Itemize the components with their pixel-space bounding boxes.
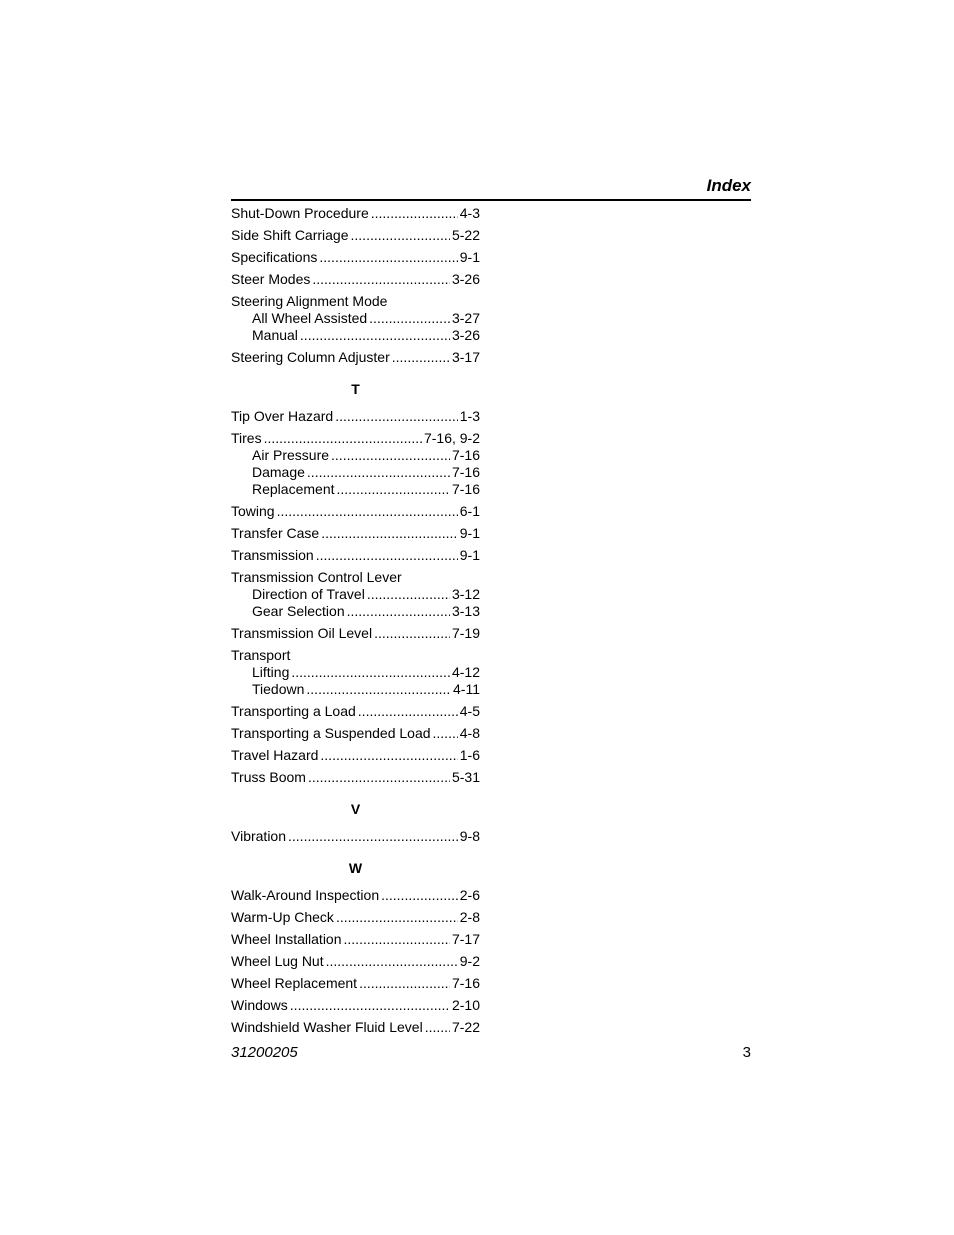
- index-page-ref: 9-1: [459, 525, 480, 541]
- dot-leader: [425, 1019, 450, 1036]
- index-subentry: [231, 664, 480, 681]
- index-entry-line: [231, 569, 480, 586]
- index-page-ref: 3-13: [451, 603, 480, 619]
- header-rule: [231, 199, 751, 201]
- index-page-ref: 3-27: [451, 310, 480, 326]
- index-entry-line: [231, 205, 480, 222]
- index-entry-line: [231, 525, 480, 542]
- index-page-ref: 4-5: [459, 703, 480, 719]
- index-term: Travel Hazard: [231, 747, 319, 763]
- index-term: Steering Alignment Mode: [231, 293, 388, 309]
- dot-leader: [277, 503, 458, 520]
- index-term: Vibration: [231, 828, 287, 844]
- index-page-ref: 4-11: [453, 681, 480, 697]
- index-page-ref: 4-12: [451, 664, 480, 680]
- index-entry-line: [231, 1019, 480, 1036]
- index-term: Wheel Replacement: [231, 975, 358, 991]
- dot-leader: [335, 408, 458, 425]
- index-subentry: [231, 681, 480, 698]
- index-term: Walk-Around Inspection: [231, 887, 380, 903]
- index-entry-line: [231, 997, 480, 1014]
- index-term: Tiedown: [252, 681, 305, 697]
- index-term: All Wheel Assisted: [252, 310, 368, 326]
- index-page-ref: 6-1: [459, 503, 480, 519]
- dot-leader: [264, 430, 422, 447]
- dot-leader: [321, 525, 458, 542]
- index-entry-line: [231, 931, 480, 948]
- index-term: Side Shift Carriage: [231, 227, 349, 243]
- dot-leader: [290, 997, 450, 1014]
- index-page-ref: 3-26: [451, 327, 480, 343]
- index-page-ref: 7-16: [451, 481, 480, 497]
- index-page-ref: 1-6: [459, 747, 480, 763]
- index-entry-line: [231, 975, 480, 992]
- dot-leader: [347, 603, 450, 620]
- index-entry: [231, 271, 480, 288]
- dot-leader: [351, 227, 450, 244]
- index-entry: [231, 408, 480, 425]
- index-term: Transmission: [231, 547, 314, 563]
- index-subentry: [231, 464, 480, 481]
- index-list: [231, 205, 480, 1036]
- index-term: Transfer Case: [231, 525, 320, 541]
- dot-leader: [308, 769, 450, 786]
- dot-leader: [291, 664, 450, 681]
- index-page-ref: 3-17: [451, 349, 480, 365]
- index-entry-line: [231, 953, 480, 970]
- index-term: Lifting: [252, 664, 290, 680]
- index-term: Shut-Down Procedure: [231, 205, 369, 221]
- page-number: 3: [742, 1044, 751, 1061]
- index-entry-line: [231, 408, 480, 425]
- index-term: Tip Over Hazard: [231, 408, 334, 424]
- index-page-ref: 7-16, 9-2: [423, 430, 480, 446]
- index-entry-line: [231, 769, 480, 786]
- dot-leader: [371, 205, 458, 222]
- index-page-ref: 7-16: [451, 464, 480, 480]
- index-entry-line: [231, 249, 480, 266]
- index-entry: [231, 569, 480, 620]
- index-entry-line: [231, 227, 480, 244]
- index-term: Wheel Lug Nut: [231, 953, 324, 969]
- index-page-ref: 1-3: [459, 408, 480, 424]
- index-entry-line: [231, 828, 480, 845]
- section-letter: V: [350, 801, 361, 817]
- index-page-ref: 5-22: [451, 227, 480, 243]
- index-entry: [231, 1019, 480, 1036]
- document-number: 31200205: [231, 1044, 298, 1061]
- index-entry: [231, 293, 480, 344]
- dot-leader: [392, 349, 450, 366]
- index-entry-line: [231, 293, 480, 310]
- index-page-ref: 3-26: [451, 271, 480, 287]
- index-entry-line: [231, 747, 480, 764]
- index-entry-line: [231, 703, 480, 720]
- dot-leader: [312, 271, 450, 288]
- dot-leader: [319, 249, 457, 266]
- index-term: Wheel Installation: [231, 931, 342, 947]
- dot-leader: [358, 703, 458, 720]
- index-term: Windshield Washer Fluid Level: [231, 1019, 423, 1035]
- index-term: Direction of Travel: [252, 586, 365, 602]
- index-entry: [231, 769, 480, 786]
- dot-leader: [367, 586, 450, 603]
- index-term: Warm-Up Check: [231, 909, 334, 925]
- dot-leader: [320, 747, 457, 764]
- index-entry-line: [231, 503, 480, 520]
- page-title: Index: [706, 176, 751, 195]
- index-entry-line: [231, 625, 480, 642]
- dot-leader: [326, 953, 458, 970]
- index-subentry: [231, 310, 480, 327]
- dot-leader: [374, 625, 450, 642]
- index-entry: [231, 205, 480, 222]
- index-term: Gear Selection: [252, 603, 345, 619]
- index-page-ref: 9-1: [459, 249, 480, 265]
- index-term: Transporting a Suspended Load: [231, 725, 431, 741]
- index-entry-line: [231, 547, 480, 564]
- index-term: Transport: [231, 647, 291, 663]
- index-entry: [231, 525, 480, 542]
- index-entry-line: [231, 725, 480, 742]
- index-term: Replacement: [252, 481, 335, 497]
- index-term: Transmission Oil Level: [231, 625, 373, 641]
- dot-leader: [337, 481, 450, 498]
- index-entry: [231, 349, 480, 366]
- index-page-ref: 7-22: [451, 1019, 480, 1035]
- index-term: Steering Column Adjuster: [231, 349, 390, 365]
- index-entry: [231, 625, 480, 642]
- index-page-ref: 9-2: [459, 953, 480, 969]
- index-page-ref: 4-8: [459, 725, 480, 741]
- index-term: Towing: [231, 503, 275, 519]
- index-entry: [231, 703, 480, 720]
- index-entry: [231, 725, 480, 742]
- index-entry: [231, 547, 480, 564]
- index-term: Tires: [231, 430, 262, 446]
- index-entry: [231, 931, 480, 948]
- index-entry-line: [231, 349, 480, 366]
- index-entry-line: [231, 647, 480, 664]
- dot-leader: [344, 931, 450, 948]
- index-entry: [231, 227, 480, 244]
- index-term: Damage: [252, 464, 305, 480]
- section-letter: T: [351, 381, 360, 397]
- index-entry: [231, 249, 480, 266]
- index-page-ref: 7-17: [451, 931, 480, 947]
- index-entry: [231, 887, 480, 904]
- index-page-ref: 3-12: [451, 586, 480, 602]
- index-page-ref: 2-6: [459, 887, 480, 903]
- index-entry: [231, 503, 480, 520]
- dot-leader: [306, 681, 451, 698]
- index-entry: [231, 953, 480, 970]
- dot-leader: [288, 828, 458, 845]
- index-term: Transmission Control Lever: [231, 569, 402, 585]
- index-entry: [231, 430, 480, 498]
- index-entry: [231, 828, 480, 845]
- dot-leader: [359, 975, 450, 992]
- index-term: Windows: [231, 997, 288, 1013]
- index-term: Transporting a Load: [231, 703, 356, 719]
- dot-leader: [316, 547, 458, 564]
- index-page-ref: 2-8: [459, 909, 480, 925]
- index-subentry: [231, 603, 480, 620]
- index-term: Truss Boom: [231, 769, 306, 785]
- index-entry: [231, 997, 480, 1014]
- dot-leader: [331, 447, 450, 464]
- index-entry: [231, 975, 480, 992]
- index-entry: [231, 909, 480, 926]
- index-page-ref: 7-19: [451, 625, 480, 641]
- index-page-ref: 2-10: [451, 997, 480, 1013]
- index-entry: [231, 647, 480, 698]
- index-subentry: [231, 481, 480, 498]
- index-page-ref: 7-16: [451, 447, 480, 463]
- index-page-ref: 9-1: [459, 547, 480, 563]
- index-entry-line: [231, 887, 480, 904]
- index-page-ref: 5-31: [451, 769, 480, 785]
- section-letter: W: [348, 860, 363, 876]
- index-term: Steer Modes: [231, 271, 311, 287]
- index-page-ref: 9-8: [459, 828, 480, 844]
- dot-leader: [433, 725, 458, 742]
- index-entry-line: [231, 909, 480, 926]
- index-entry-line: [231, 271, 480, 288]
- index-term: Manual: [252, 327, 298, 343]
- index-entry: [231, 747, 480, 764]
- index-subentry: [231, 327, 480, 344]
- index-subentry: [231, 586, 480, 603]
- index-term: Specifications: [231, 249, 318, 265]
- dot-leader: [300, 327, 450, 344]
- dot-leader: [369, 310, 450, 327]
- dot-leader: [381, 887, 458, 904]
- index-subentry: [231, 447, 480, 464]
- dot-leader: [307, 464, 450, 481]
- index-page-ref: 7-16: [451, 975, 480, 991]
- dot-leader: [336, 909, 458, 926]
- index-page-ref: 4-3: [459, 205, 480, 221]
- index-entry-line: [231, 430, 480, 447]
- index-term: Air Pressure: [252, 447, 330, 463]
